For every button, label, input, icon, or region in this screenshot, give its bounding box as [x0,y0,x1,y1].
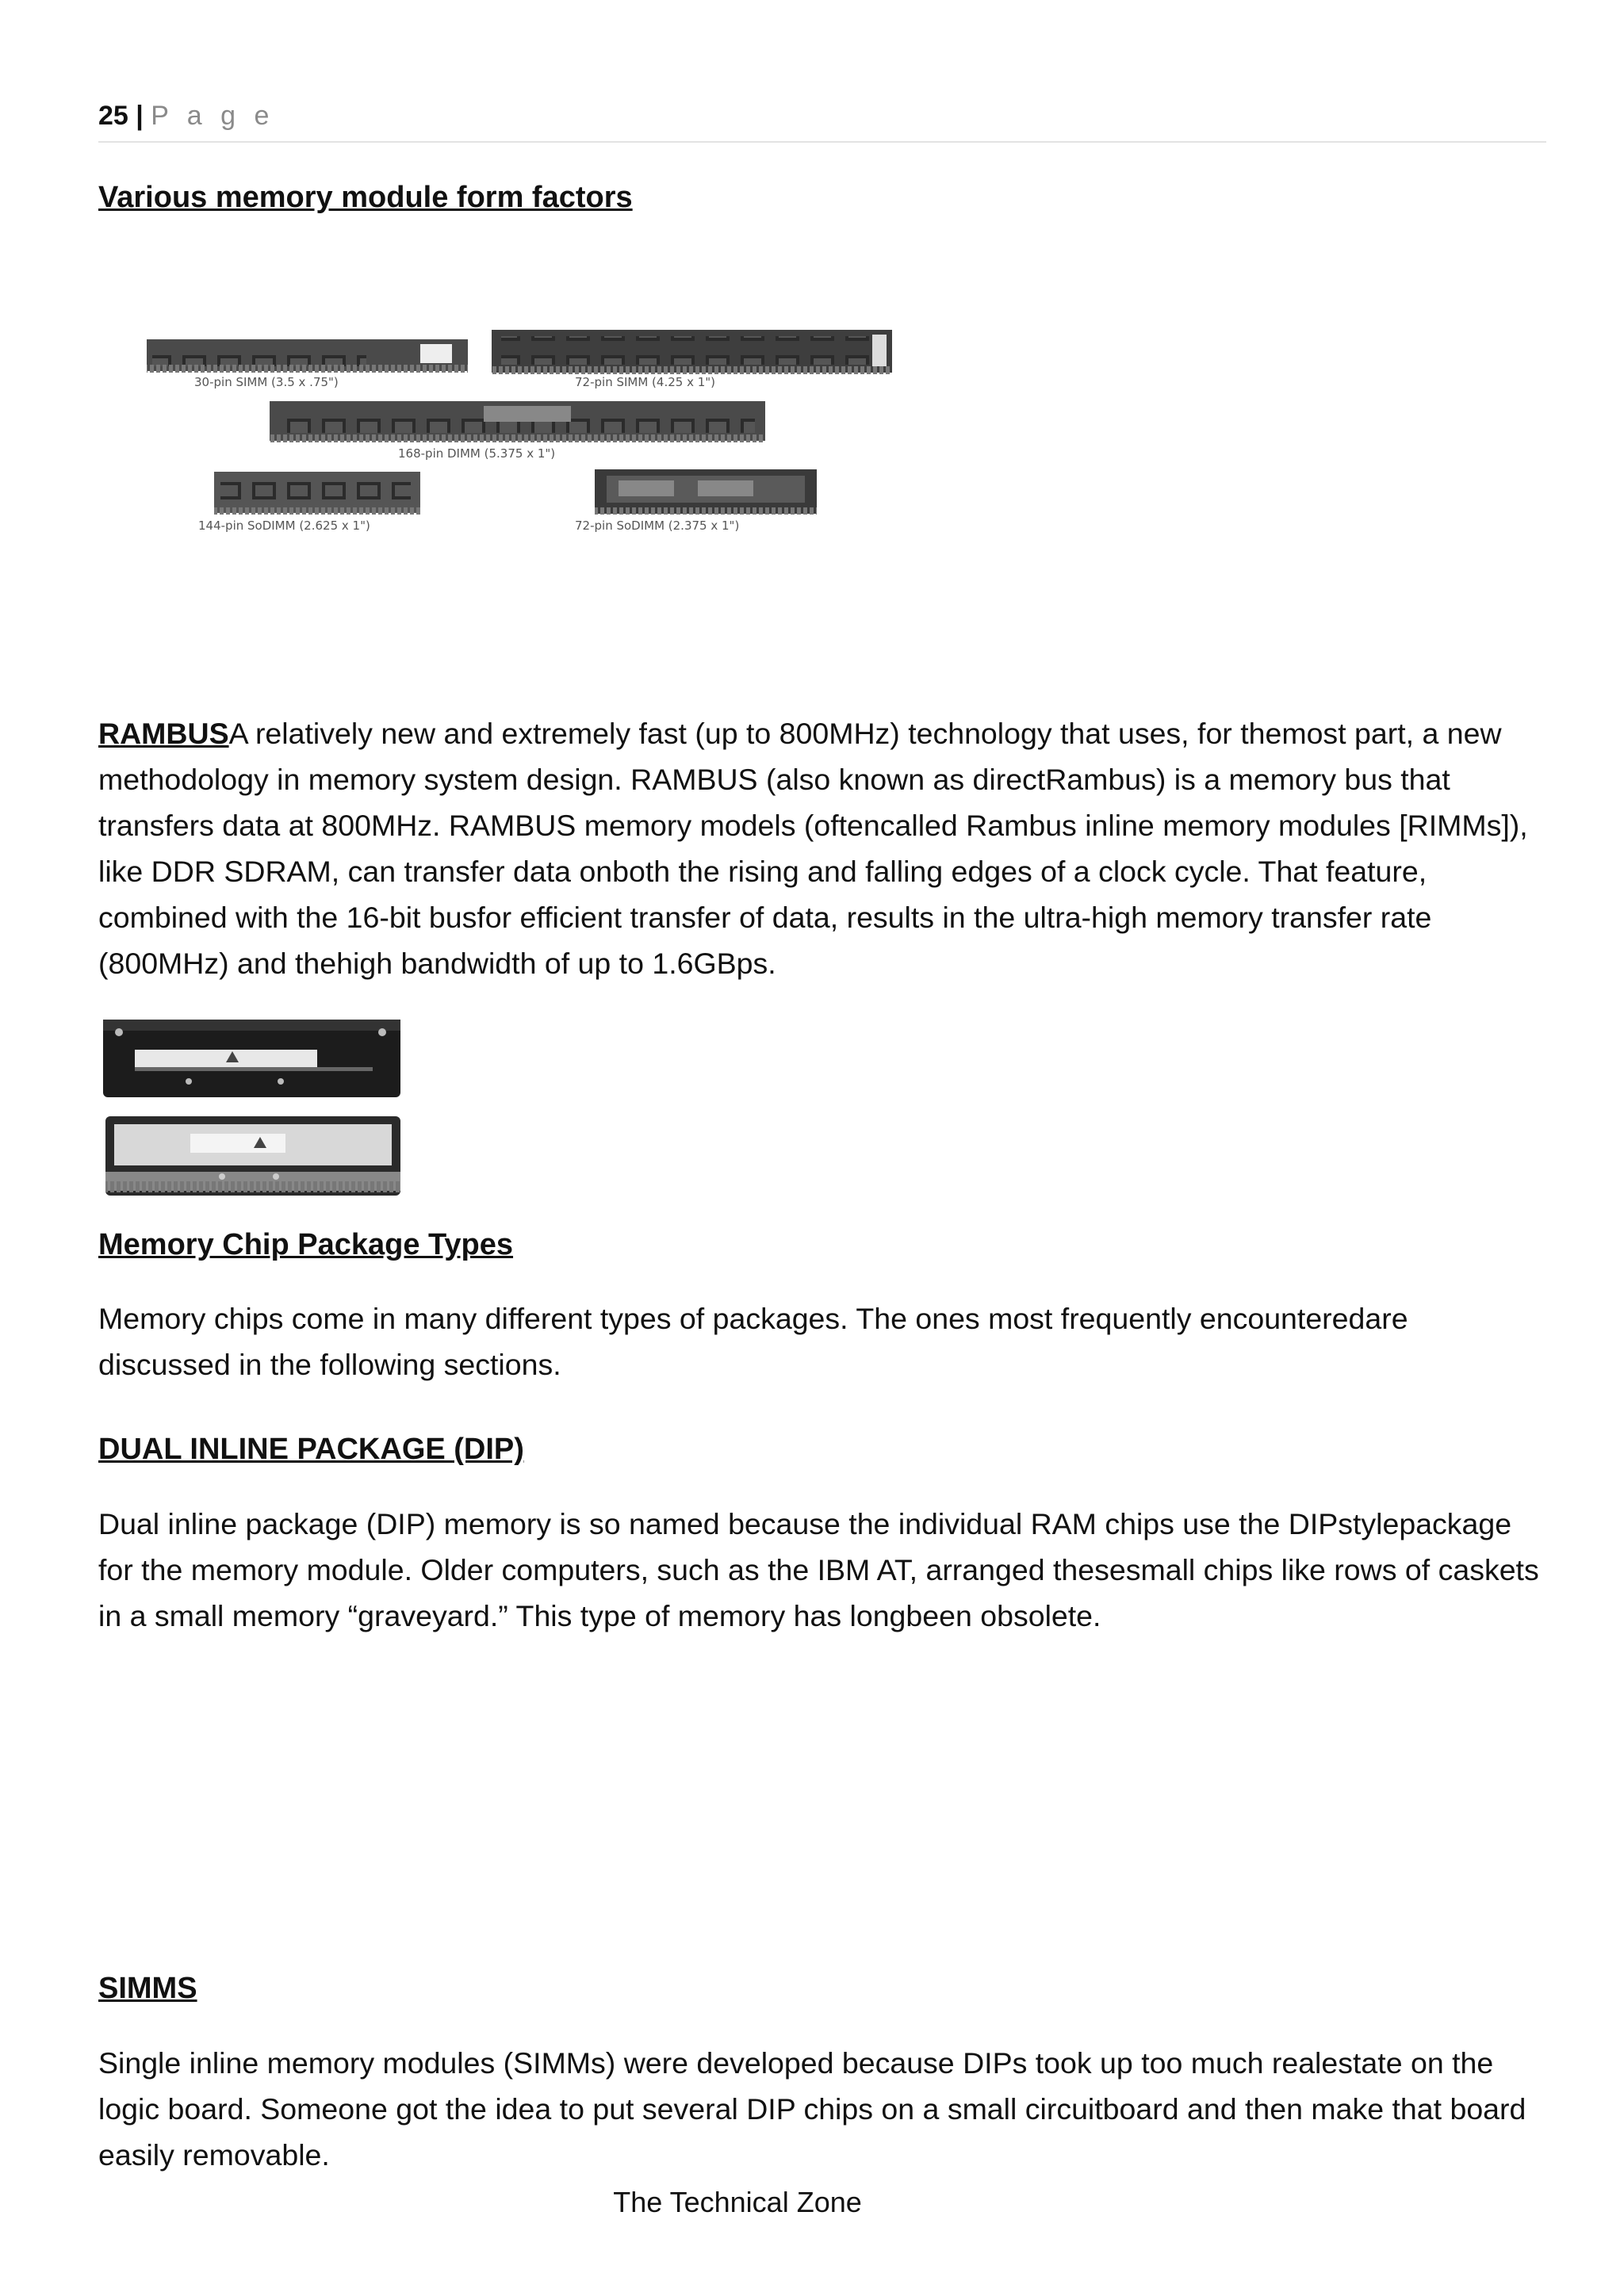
simm-30-pin-module [147,339,468,373]
caption-30-pin-simm: 30-pin SIMM (3.5 x .75") [194,375,339,389]
paragraph-rambus [98,710,1546,986]
caption-72-pin-simm: 72-pin SIMM (4.25 x 1") [575,375,716,389]
caption-72-pin-sodimm: 72-pin SoDIMM (2.375 x 1") [575,519,740,533]
rimm-module-bottom [105,1116,400,1196]
memory-form-factors-figure [143,317,904,539]
heading-form-factors: Various memory module form factors [98,181,633,214]
caption-168-pin-dimm: 168-pin DIMM (5.375 x 1") [398,446,556,461]
rambus-text: A relatively new and extremely fast (up to 800MHz) technology that uses, for themost part, a new methodology in memory system design. RAMBUS (also known as directRambus) is a memory bus that transfers data at 800MHz. RAMBUS memory models (oftencalled Rambus inline memory modules [RIMMs]), like DDR SDRAM, can transfer data onboth the rising and falling edges of a clock cycle. That feature, combined with the 16-bit busfor efficient transfer of data, results in the ultra-high memory transfer rate (800MHz) and thehigh bandwidth of up to 1.6GBps. [98,717,1528,980]
paragraph-package-types: Memory chips come in many different types of packages. The ones most frequently encounteredare discussed in the following sections. [98,1302,1408,1381]
page-number: 25 [98,101,128,131]
heading-dip: DUAL INLINE PACKAGE (DIP) [98,1433,524,1466]
dimm-168-pin-module [270,401,765,442]
paragraph-simms: Single inline memory modules (SIMMs) were developed because DIPs took up too much realestate on the logic board. Someone got the idea to put several DIP chips on a small circuitboard and then make that board easily removable. [98,2046,1526,2172]
heading-package-types: Memory Chip Package Types [98,1228,514,1261]
simm-72-pin-module [492,330,892,374]
page-word: P a g e [151,101,275,131]
caption-144-pin-sodimm: 144-pin SoDIMM (2.625 x 1") [198,519,370,533]
rimm-module-top [103,1020,400,1097]
rimm-module-photo [103,1015,404,1205]
page-footer: The Technical Zone [613,2186,862,2218]
sodimm-72-pin-module [595,469,817,515]
paragraph-dip: Dual inline package (DIP) memory is so named because the individual RAM chips use the DIPstylepackage for the memory module. Older computers, such as the IBM AT, arranged thesesmall chips like rows of caskets in a small memory “graveyard.” This type of memory has longbeen obsolete. [98,1507,1539,1632]
heading-simms: SIMMS [98,1972,197,2005]
header-separator: | [136,101,144,131]
rambus-lead: RAMBUS [98,717,229,750]
sodimm-144-pin-module [214,472,420,515]
page-header [98,98,1546,143]
